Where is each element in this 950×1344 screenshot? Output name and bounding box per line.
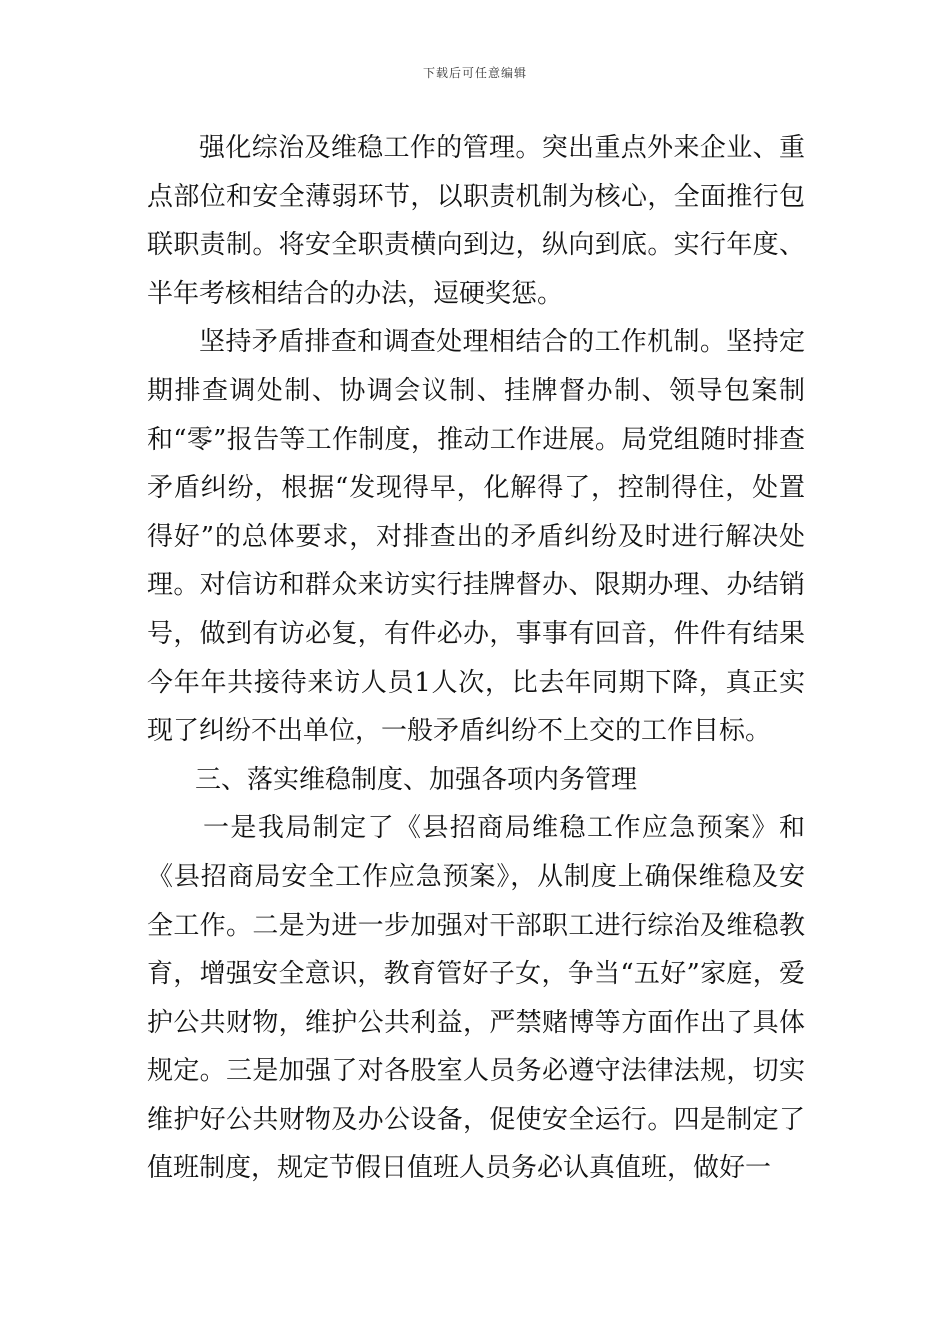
page-header: 下载后可任意编辑 — [422, 66, 527, 80]
section-heading: 三、落实维稳制度、加强各项内务管理 — [195, 764, 638, 795]
paragraph-system-measures: 一是我局制定了《县招商局维稳工作应急预案》和《县招商局安全工作应急预案》，从制度上确保维稳及安全工作。二是为进一步加强对干部职工进行综治及维稳教育，增强安全意识，教育管好子女，争当“五好”家庭，爱护公共财物，维护公共利益，严禁赌博等方面作出了具体规定。三是加强了对各股室人员务必遵守法律法规，切实维护好公共财物及办公设备，促使安全运行。四是制定了值班制度，规定节假日值班人员务必认真值班，做好一 — [147, 813, 805, 1184]
document-body — [147, 124, 805, 1193]
paragraph-dispute-mechanism: 坚持矛盾排查和调查处理相结合的工作机制。坚持定期排查调处制、协调会议制、挂牌督办制、领导包案制和“零”报告等工作制度，推动工作进展。局党组随时排查矛盾纠纷，根据“发现得早，化解得了，控制得住，处置得好”的总体要求，对排查出的矛盾纠纷及时进行解决处理。对信访和群众来访实行挂牌督办、限期办理、办结销号，做到有访必复，有件必办，事事有回音，件件有结果今年年共接待来访人员1人次，比去年同期下降，真正实现了纠纷不出单位，一般矛盾纠纷不上交的工作目标。 — [147, 327, 805, 747]
paragraph-comprehensive-management: 强化综治及维稳工作的管理。突出重点外来企业、重点部位和安全薄弱环节，以职责机制为核心，全面推行包联职责制。将安全职责横向到边，纵向到底。实行年度、半年考核相结合的办法，逗硬奖惩。 — [147, 133, 805, 309]
